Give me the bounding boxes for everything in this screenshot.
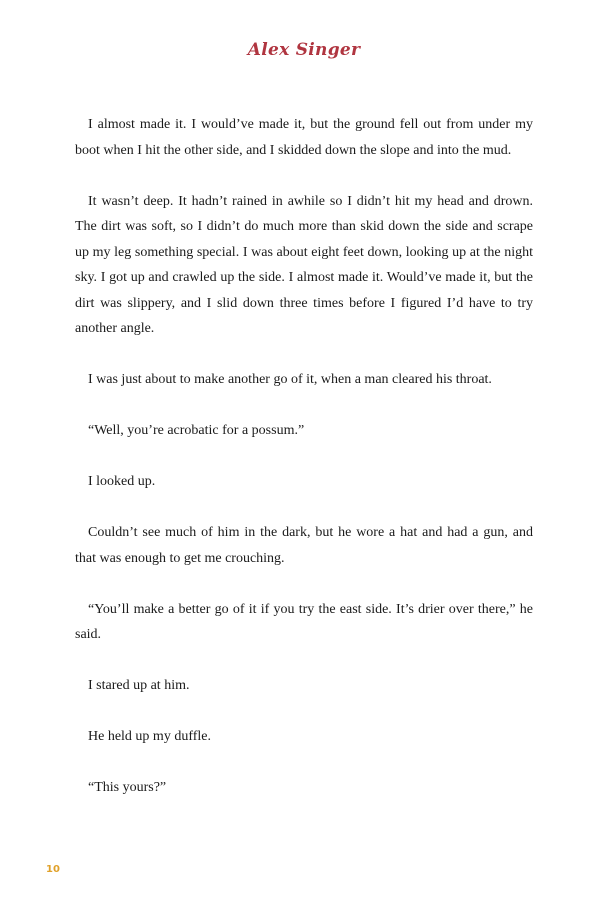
paragraph: I almost made it. I would’ve made it, but the ground fell out from under my boot when I hit the other side, and I skidded down the slope and into the mud. [75, 117, 533, 158]
paragraph: Couldn’t see much of him in the dark, but he wore a hat and had a gun, and that was enough to get me crouching. [75, 525, 533, 566]
paragraph: “This yours?” [88, 780, 167, 795]
paragraph: I stared up at him. [88, 678, 190, 693]
paragraph: “Well, you’re acrobatic for a possum.” [88, 423, 305, 438]
paragraph: He held up my duffle. [88, 729, 211, 744]
paragraph: I looked up. [88, 474, 156, 489]
author-header: Alex Singer [247, 40, 361, 60]
body-text [75, 112, 533, 801]
paragraph: I was just about to make another go of it, when a man cleared his throat. [88, 372, 492, 387]
paragraph: It wasn’t deep. It hadn’t rained in awhile so I didn’t hit my head and drown. The dirt was soft, so I didn’t do much more than skid down the side and scrape up my leg something special. I was about eight feet down, looking up at the night sky. I got up and crawled up the side. I almost made it. Would’ve made it, but the dirt was slippery, and I slid down three times before I figured I’d have to try another angle. [75, 193, 533, 336]
paragraph: “You’ll make a better go of it if you try the east side. It’s drier over there,” he said. [75, 601, 533, 642]
page-number: 10 [46, 864, 60, 875]
